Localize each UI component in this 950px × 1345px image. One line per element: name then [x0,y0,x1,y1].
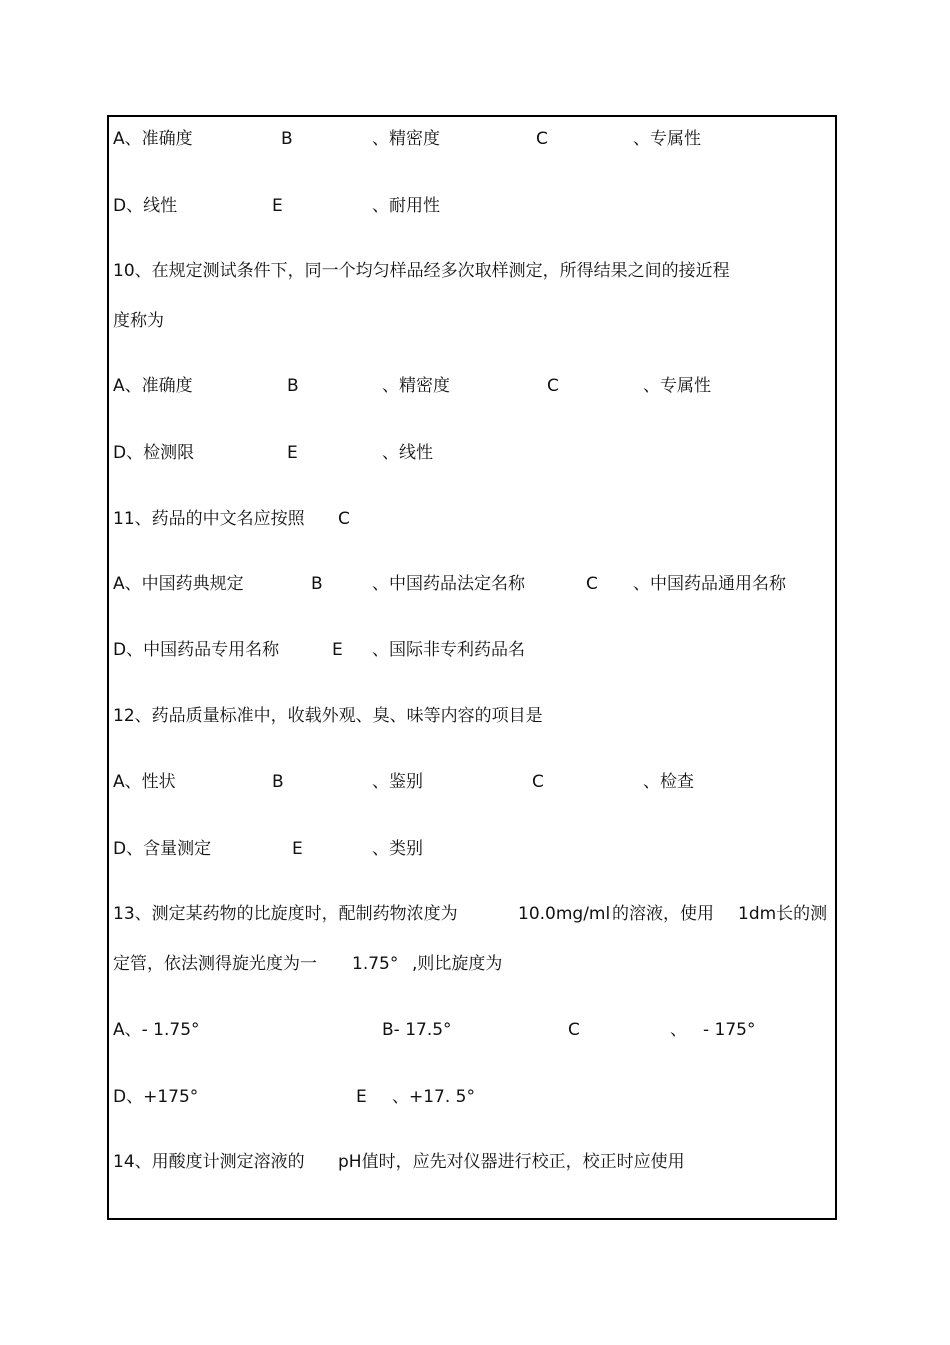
option-c: 、中国药品通用名称 [633,574,786,594]
option-a: A、性状 [113,772,176,792]
option-e-letter: E [356,1087,367,1107]
question-13-tube: 1dm长的测 [738,904,828,924]
question-13-rotation: 1.75° [352,954,399,974]
option-c: 、专属性 [633,129,701,149]
option-e-letter: E [287,443,298,463]
option-d: D、线性 [113,196,178,216]
option-a: A、准确度 [113,376,193,396]
question-11-answer: C [338,509,350,529]
option-e: 、类别 [372,839,423,859]
option-c-letter: C [547,376,559,396]
option-b: B- 17.5° [382,1020,452,1040]
question-13-text-cont: 定管，依法测得旋光度为一 [113,954,317,974]
option-c-letter: C [532,772,544,792]
question-13-text-mid: 的溶液，使用 [612,904,714,924]
question-10-text: 10、在规定测试条件下，同一个均匀样品经多次取样测定，所得结果之间的接近程 [113,261,730,281]
question-13-text-end: ,则比旋度为 [412,954,503,974]
option-b: 、中国药品法定名称 [372,574,525,594]
option-c: 、检查 [643,772,694,792]
option-c-separator: 、 [670,1020,687,1040]
question-10-text-cont: 度称为 [113,311,164,331]
option-c-letter: C [536,129,548,149]
option-e: 、耐用性 [372,196,440,216]
option-e: 、+17. 5° [392,1087,475,1107]
question-11-text: 11、药品的中文名应按照 [113,509,305,529]
question-12-text: 12、药品质量标准中，收载外观、臭、味等内容的项目是 [113,706,543,726]
option-e: 、国际非专利药品名 [372,640,525,660]
option-b-letter: B [287,376,299,396]
question-13-text: 13、测定某药物的比旋度时，配制药物浓度为 [113,904,458,924]
question-14-text: 14、用酸度计测定溶液的 [113,1152,305,1172]
option-b-letter: B [272,772,284,792]
option-e: 、线性 [382,443,433,463]
option-b-letter: B [311,574,323,594]
option-e-letter: E [292,839,303,859]
option-a: A、- 1.75° [113,1020,200,1040]
option-d: D、检测限 [113,443,195,463]
option-c-letter: C [568,1020,580,1040]
option-c-letter: C [586,574,598,594]
option-d: D、+175° [113,1087,199,1107]
option-a: A、中国药典规定 [113,574,244,594]
option-e-letter: E [272,196,283,216]
option-e-letter: E [332,640,343,660]
option-b: 、精密度 [372,129,440,149]
question-13-concentration: 10.0mg/ml [518,904,611,924]
option-b-letter: B [281,129,293,149]
question-14-text-cont: pH值时，应先对仪器进行校正，校正时应使用 [338,1152,685,1172]
option-d: D、含量测定 [113,839,212,859]
option-b: 、鉴别 [372,772,423,792]
option-c: 、专属性 [643,376,711,396]
option-d: D、中国药品专用名称 [113,640,280,660]
option-a: A、准确度 [113,129,193,149]
option-c: - 175° [703,1020,756,1040]
option-b: 、精密度 [382,376,450,396]
